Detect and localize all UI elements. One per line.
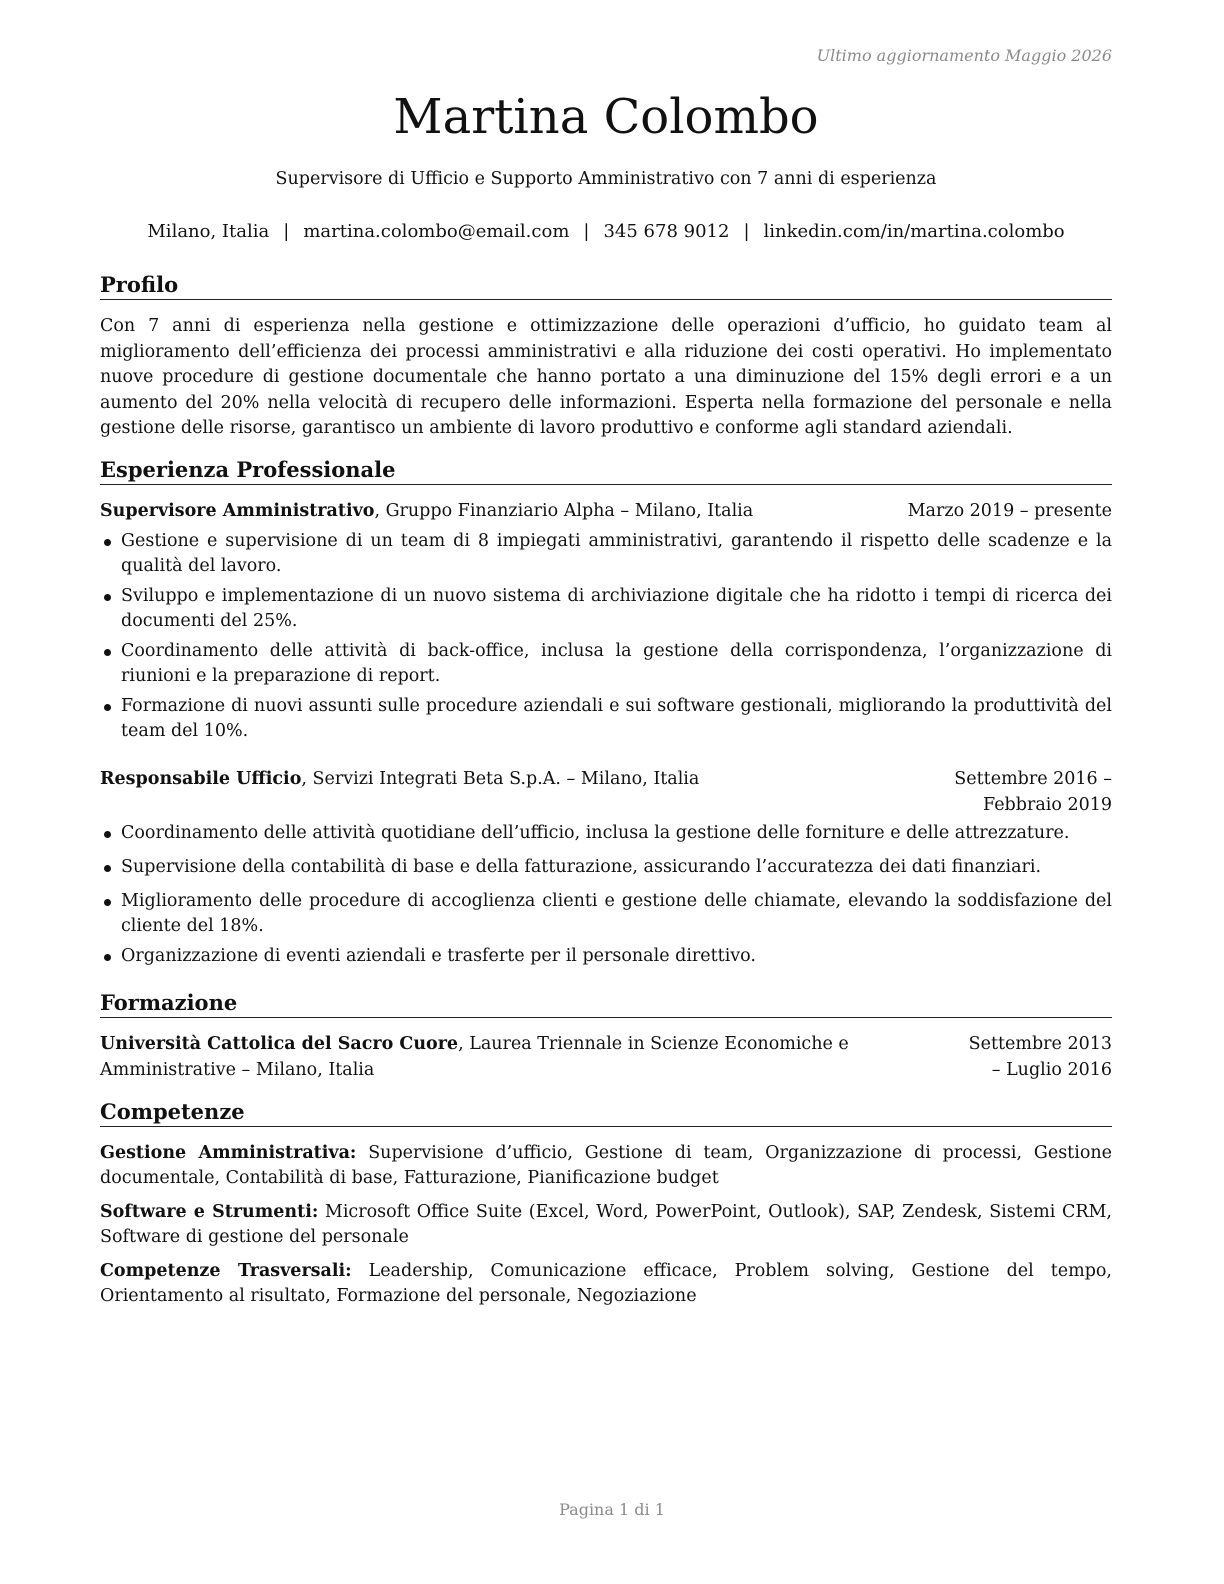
- education-line: [100, 1032, 890, 1083]
- list-item: Miglioramento delle procedure di accoglienza clienti e gestione delle chiamate, elevando la soddisfazione del cliente del 18%.: [100, 889, 1112, 939]
- candidate-name: Martina Colombo: [393, 89, 819, 145]
- job-header: [100, 499, 1112, 525]
- contact-phone: 345 678 9012: [603, 221, 730, 242]
- education-entry: [100, 1032, 1112, 1084]
- job-bullets: [100, 821, 1112, 969]
- skill-label: Software e Strumenti:: [100, 1202, 319, 1222]
- education-degree: , Laurea Triennale in Scienze Economiche e Amministrative – Milano, Italia: [100, 1034, 849, 1080]
- profile-text: Con 7 anni di esperienza nella gestione e ottimizzazione delle operazioni d’ufficio, ho guidato team al miglioramento dell’efficienza dei processi amministrativi e alla riduzione dei costi operativi. Ho implementato nuove procedure di gestione documentale che hanno portato a una diminuzione del 15% degli errori e a un aumento del 20% nella velocità di recupero delle informazioni. Esperta nella formazione del personale e nella gestione delle risorse, garantisco un ambiente di lavoro produttivo e conforme agli standard aziendali.: [100, 316, 1112, 438]
- job-role: Supervisore Amministrativo: [100, 501, 375, 521]
- skill-text: Leadership, Comunicazione efficace, Problem solving, Gestione del tempo, Orientamento al risultato, Formazione del personale, Negoziazione: [100, 1261, 1112, 1306]
- list-item: Sviluppo e implementazione di un nuovo sistema di archiviazione digitale che ha ridotto i tempi di ricerca dei documenti del 25%.: [100, 584, 1112, 634]
- page-number: Pagina 1 di 1: [559, 1500, 665, 1519]
- list-item: Organizzazione di eventi aziendali e trasferte per il personale direttivo.: [100, 944, 1112, 969]
- skill-row: [100, 1141, 1112, 1191]
- job-company: , Servizi Integrati Beta S.p.A. – Milano, Italia: [301, 769, 700, 789]
- contact-separator: |: [283, 221, 290, 242]
- list-item: Gestione e supervisione di un team di 8 impiegati amministrativi, garantendo il rispetto delle scadenze e la qualità del lavoro.: [100, 529, 1112, 579]
- job-header: [100, 767, 1112, 818]
- skill-text: Supervisione d’ufficio, Gestione di team, Organizzazione di processi, Gestione documentale, Contabilità di base, Fatturazione, Pianificazione budget: [100, 1143, 1112, 1188]
- last-updated: Ultimo aggiornamento Maggio 2026: [816, 46, 1112, 65]
- contact-linkedin[interactable]: linkedin.com/in/martina.colombo: [763, 221, 1065, 242]
- list-item: Supervisione della contabilità di base e della fatturazione, assicurando l’accuratezza dei dati finanziari.: [100, 855, 1112, 880]
- candidate-subtitle: Supervisore di Ufficio e Supporto Amministrativo con 7 anni di esperienza: [275, 169, 937, 189]
- list-item: Formazione di nuovi assunti sulle procedure aziendali e sui software gestionali, migliorando la produttività del team del 10%.: [100, 694, 1112, 744]
- skill-label: Gestione Amministrativa:: [100, 1143, 357, 1163]
- contact-line: [100, 219, 1112, 245]
- skill-row: [100, 1259, 1112, 1309]
- contact-separator: |: [743, 221, 750, 242]
- contact-email[interactable]: martina.colombo@email.com: [303, 221, 570, 242]
- section-title-experience: Esperienza Professionale: [100, 456, 1112, 485]
- job-dates: Settembre 2016 – Febbraio 2019: [954, 769, 1112, 815]
- job-title-line: [100, 767, 699, 793]
- skill-text: Microsoft Office Suite (Excel, Word, PowerPoint, Outlook), SAP, Zendesk, Sistemi CRM, Software di gestione del personale: [100, 1202, 1112, 1247]
- job-title-line: [100, 499, 753, 525]
- section-title-skills: Competenze: [100, 1098, 1112, 1127]
- skill-label: Competenze Trasversali:: [100, 1261, 352, 1281]
- skill-row: [100, 1200, 1112, 1250]
- job-company: , Gruppo Finanziario Alpha – Milano, Italia: [374, 501, 754, 521]
- education-school: Università Cattolica del Sacro Cuore: [100, 1034, 459, 1054]
- education-dates: Settembre 2013 – Luglio 2016: [968, 1034, 1112, 1080]
- job-dates: Marzo 2019 – presente: [907, 501, 1112, 521]
- section-title-education: Formazione: [100, 989, 1112, 1018]
- contact-separator: |: [583, 221, 590, 242]
- list-item: Coordinamento delle attività quotidiane dell’ufficio, inclusa la gestione delle forniture e delle attrezzature.: [100, 821, 1112, 846]
- job-role: Responsabile Ufficio: [100, 769, 302, 789]
- list-item: Coordinamento delle attività di back-office, inclusa la gestione della corrispondenza, l’organizzazione di riunioni e la preparazione di report.: [100, 639, 1112, 689]
- job-bullets: [100, 529, 1112, 744]
- section-title-profile: Profilo: [100, 271, 1112, 300]
- contact-location: Milano, Italia: [147, 221, 270, 242]
